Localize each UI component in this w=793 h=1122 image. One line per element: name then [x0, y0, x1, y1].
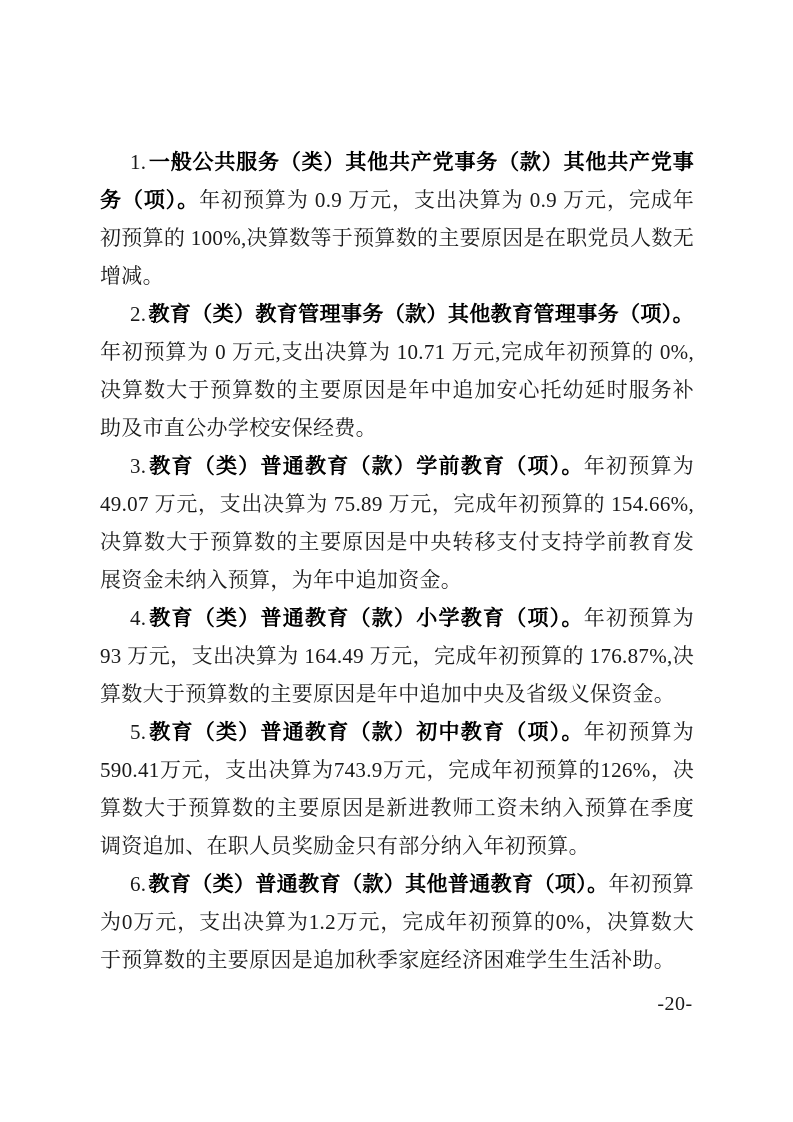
paragraph-heading: 一般公共服务（类）其他共产党事务（款）其他共产党事务（项）。 [100, 150, 694, 212]
paragraph-body: 年初预算为0万元，支出决算为1.2万元，完成年初预算的0%，决算数大于预算数的主要原因是追加秋季家庭经济困难学生生活补助。 [100, 872, 694, 972]
paragraph-heading: 教育（类）教育管理事务（款）其他教育管理事务（项）。 [148, 302, 694, 326]
paragraph-heading: 教育（类）普通教育（款）初中教育（项）。 [148, 720, 584, 744]
budget-paragraph-2 [100, 295, 694, 447]
paragraph-number: 6. [130, 872, 147, 896]
paragraph-body: 年初预算为 0 万元,支出决算为 10.71 万元,完成年初预算的 0%,决算数大于预算数的主要原因是年中追加安心托幼延时服务补助及市直公办学校安保经费。 [100, 340, 694, 440]
budget-paragraph-4 [100, 599, 694, 713]
paragraph-number: 1. [130, 150, 147, 174]
paragraph-number: 2. [130, 302, 147, 326]
document-body [100, 143, 694, 979]
paragraph-heading: 教育（类）普通教育（款）学前教育（项）。 [148, 454, 584, 478]
paragraph-number: 5. [130, 720, 147, 744]
budget-paragraph-5 [100, 713, 694, 865]
paragraph-body: 年初预算为 93 万元，支出决算为 164.49 万元，完成年初预算的 176.87%,决算数大于预算数的主要原因是年中追加中央及省级义保资金。 [100, 606, 695, 706]
paragraph-heading: 教育（类）普通教育（款）小学教育（项）。 [148, 606, 584, 630]
page-number: -20- [657, 993, 693, 1015]
paragraph-heading: 教育（类）普通教育（款）其他普通教育（项）。 [148, 872, 609, 896]
paragraph-number: 3. [130, 454, 147, 478]
paragraph-body: 年初预算为590.41万元，支出决算为743.9万元，完成年初预算的126%，决算数大于预算数的主要原因是新进教师工资未纳入预算在季度调资追加、在职人员奖励金只有部分纳入年初预算。 [100, 720, 695, 858]
paragraph-body: 年初预算为 49.07 万元，支出决算为 75.89 万元，完成年初预算的 154.66%,决算数大于预算数的主要原因是中央转移支付支持学前教育发展资金未纳入预算，为年中追加资金。 [100, 454, 695, 592]
paragraph-body: 年初预算为 0.9 万元，支出决算为 0.9 万元，完成年初预算的 100%,决算数等于预算数的主要原因是在职党员人数无增减。 [100, 188, 695, 288]
paragraph-number: 4. [130, 606, 147, 630]
budget-paragraph-1 [100, 143, 694, 295]
budget-paragraph-3 [100, 447, 694, 599]
budget-paragraph-6 [100, 865, 694, 979]
